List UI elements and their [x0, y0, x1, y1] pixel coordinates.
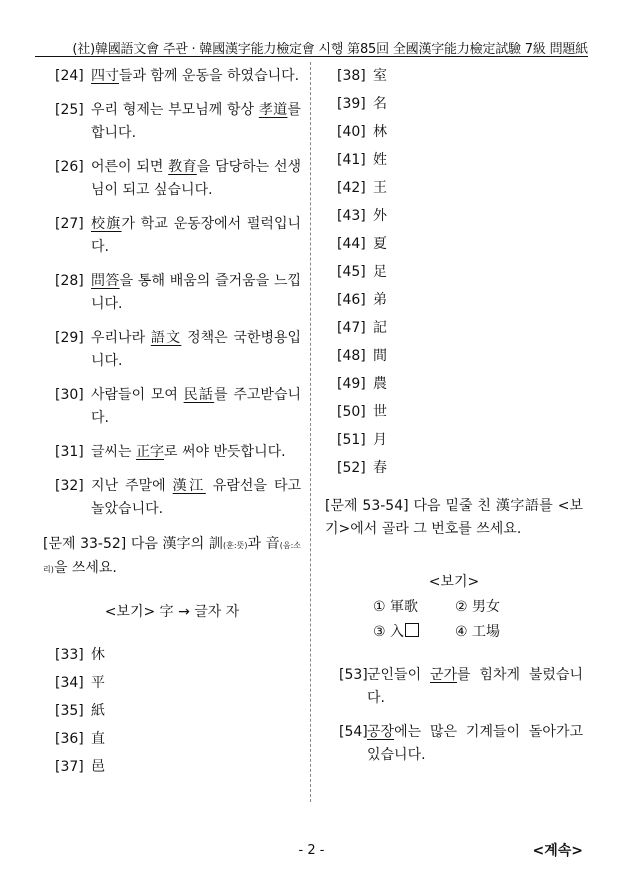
question-item	[325, 664, 583, 710]
question-number: [54]	[339, 724, 368, 740]
question-number: [44]	[337, 236, 366, 252]
continue-label: <계속>	[532, 843, 583, 859]
underlined-word: 校旗	[91, 216, 122, 232]
column-divider	[310, 62, 311, 802]
hanja-character: 間	[373, 348, 387, 364]
question-text: 군인들이 군가를 힘차게 불렀습니다.	[367, 667, 584, 706]
question-number: [24]	[55, 68, 84, 84]
hanja-character: 直	[91, 731, 105, 747]
hanja-character: 紙	[91, 703, 105, 719]
question-number: [48]	[337, 348, 366, 364]
hanja-question	[325, 65, 583, 93]
question-number: [33]	[55, 647, 84, 663]
hanja-character: 農	[373, 376, 387, 392]
hanja-character: 世	[373, 404, 387, 420]
question-number: [46]	[337, 292, 366, 308]
hanja-question	[325, 457, 583, 485]
hanja-question	[43, 700, 301, 728]
hanja-question	[43, 672, 301, 700]
hanja-character: 室	[373, 68, 387, 84]
hanja-question	[43, 644, 301, 672]
underlined-word: 教育	[168, 159, 197, 175]
question-number: [35]	[55, 703, 84, 719]
question-text: 四寸들과 함께 운동을 하였습니다.	[91, 68, 300, 84]
question-number: [31]	[55, 444, 84, 460]
hanja-character: 弟	[373, 292, 387, 308]
question-item	[43, 327, 301, 373]
underlined-word: 孝道	[258, 102, 288, 118]
hanja-question	[325, 205, 583, 233]
hanja-character: 姓	[373, 152, 387, 168]
hanja-character: 邑	[91, 759, 105, 775]
question-number: [45]	[337, 264, 366, 280]
header-rule	[35, 56, 588, 57]
underlined-word: 공장	[367, 724, 395, 740]
blank-box-icon	[405, 623, 419, 637]
hanja-character: 月	[373, 432, 387, 448]
hanja-character: 名	[373, 96, 387, 112]
question-number: [53]	[339, 667, 368, 683]
question-number: [27]	[55, 216, 84, 232]
hanja-character: 外	[373, 208, 387, 224]
question-number: [36]	[55, 731, 84, 747]
hanja-question	[325, 233, 583, 261]
option-3: ③ 入	[373, 621, 453, 644]
hanja-question	[325, 345, 583, 373]
question-number: [32]	[55, 478, 84, 494]
question-text: 우리나라 語文 정책은 국한병용입니다.	[91, 330, 302, 369]
question-text: 사람들이 모여 民話를 주고받습니다.	[91, 387, 302, 426]
question-number: [52]	[337, 460, 366, 476]
question-item	[325, 721, 583, 767]
question-number: [43]	[337, 208, 366, 224]
question-number: [38]	[337, 68, 366, 84]
question-number: [34]	[55, 675, 84, 691]
option-2: ② 男女	[455, 599, 501, 615]
question-number: [49]	[337, 376, 366, 392]
underlined-word: 漢江	[172, 478, 206, 494]
hanja-question	[325, 429, 583, 457]
hanja-question	[43, 728, 301, 756]
question-item	[43, 156, 301, 202]
exam-header: (社)韓國語文會 주관 · 韓國漢字能力檢定會 시행 第85回 全國漢字能力檢定試驗 7級 問題紙	[72, 42, 588, 57]
right-column	[325, 65, 583, 778]
question-item	[43, 99, 301, 145]
hanja-character: 王	[373, 180, 387, 196]
underlined-word: 語文	[150, 330, 182, 346]
left-column	[43, 65, 301, 784]
option-1: ① 軍歌	[373, 599, 419, 615]
question-item	[43, 65, 301, 88]
section-33-52-instruction: [문제 33-52] 다음 漢字의 訓(훈:뜻)과 音(음:소리)을 쓰세요.	[43, 536, 301, 576]
hanja-character: 夏	[373, 236, 387, 252]
question-number: [39]	[337, 96, 366, 112]
question-text: 校旗가 학교 운동장에서 펄럭입니다.	[91, 216, 302, 255]
question-item	[43, 441, 301, 464]
hanja-question	[325, 401, 583, 429]
question-item	[43, 213, 301, 259]
question-number: [42]	[337, 180, 366, 196]
hanja-question	[43, 756, 301, 784]
question-number: [30]	[55, 387, 84, 403]
bogi-title: <보기>	[428, 574, 480, 590]
hanja-question	[325, 289, 583, 317]
question-item	[43, 270, 301, 316]
underlined-word: 四寸	[91, 68, 119, 84]
question-number: [51]	[337, 432, 366, 448]
bogi-options	[325, 596, 583, 644]
question-item	[43, 475, 301, 521]
underlined-word: 군가	[429, 667, 458, 683]
hanja-question	[325, 121, 583, 149]
question-text: 글씨는 正字로 써야 반듯합니다.	[91, 444, 286, 460]
question-number: [47]	[337, 320, 366, 336]
hanja-question	[325, 261, 583, 289]
hanja-question	[325, 177, 583, 205]
page-number: - 2 -	[298, 843, 325, 858]
question-number: [37]	[55, 759, 84, 775]
hanja-question	[325, 93, 583, 121]
question-text: 어른이 되면 教育을 담당하는 선생님이 되고 싶습니다.	[91, 159, 301, 198]
question-number: [41]	[337, 152, 366, 168]
hanja-character: 記	[373, 320, 387, 336]
underlined-word: 正字	[136, 444, 165, 460]
hanja-character: 足	[373, 264, 387, 280]
question-text: 우리 형제는 부모님께 항상 孝道를 합니다.	[91, 102, 301, 141]
question-number: [25]	[55, 102, 84, 118]
question-number: [26]	[55, 159, 84, 175]
example-box: <보기> 字 → 글자 자	[104, 604, 240, 620]
question-text: 지난 주말에 漢江 유람선을 타고 놀았습니다.	[91, 478, 301, 517]
question-item	[43, 384, 301, 430]
option-4: ④ 工場	[455, 624, 501, 640]
hanja-character: 休	[91, 647, 105, 663]
underlined-word: 問答	[91, 273, 120, 289]
question-number: [28]	[55, 273, 84, 289]
question-number: [29]	[55, 330, 84, 346]
question-number: [40]	[337, 124, 366, 140]
question-number: [50]	[337, 404, 366, 420]
hanja-character: 春	[373, 460, 387, 476]
hanja-question	[325, 317, 583, 345]
hanja-question	[325, 373, 583, 401]
question-text: 공장에는 많은 기계들이 돌아가고 있습니다.	[367, 724, 583, 763]
question-text: 問答을 통해 배움의 즐거움을 느낍니다.	[91, 273, 301, 312]
hanja-question	[325, 149, 583, 177]
underlined-word: 民話	[183, 387, 215, 403]
hanja-character: 林	[373, 124, 387, 140]
section-53-54-instruction: [문제 53-54] 다음 밑줄 친 漢字語를 <보기>에서 골라 그 번호를 쓰세요.	[325, 498, 583, 537]
hanja-character: 平	[91, 675, 105, 691]
